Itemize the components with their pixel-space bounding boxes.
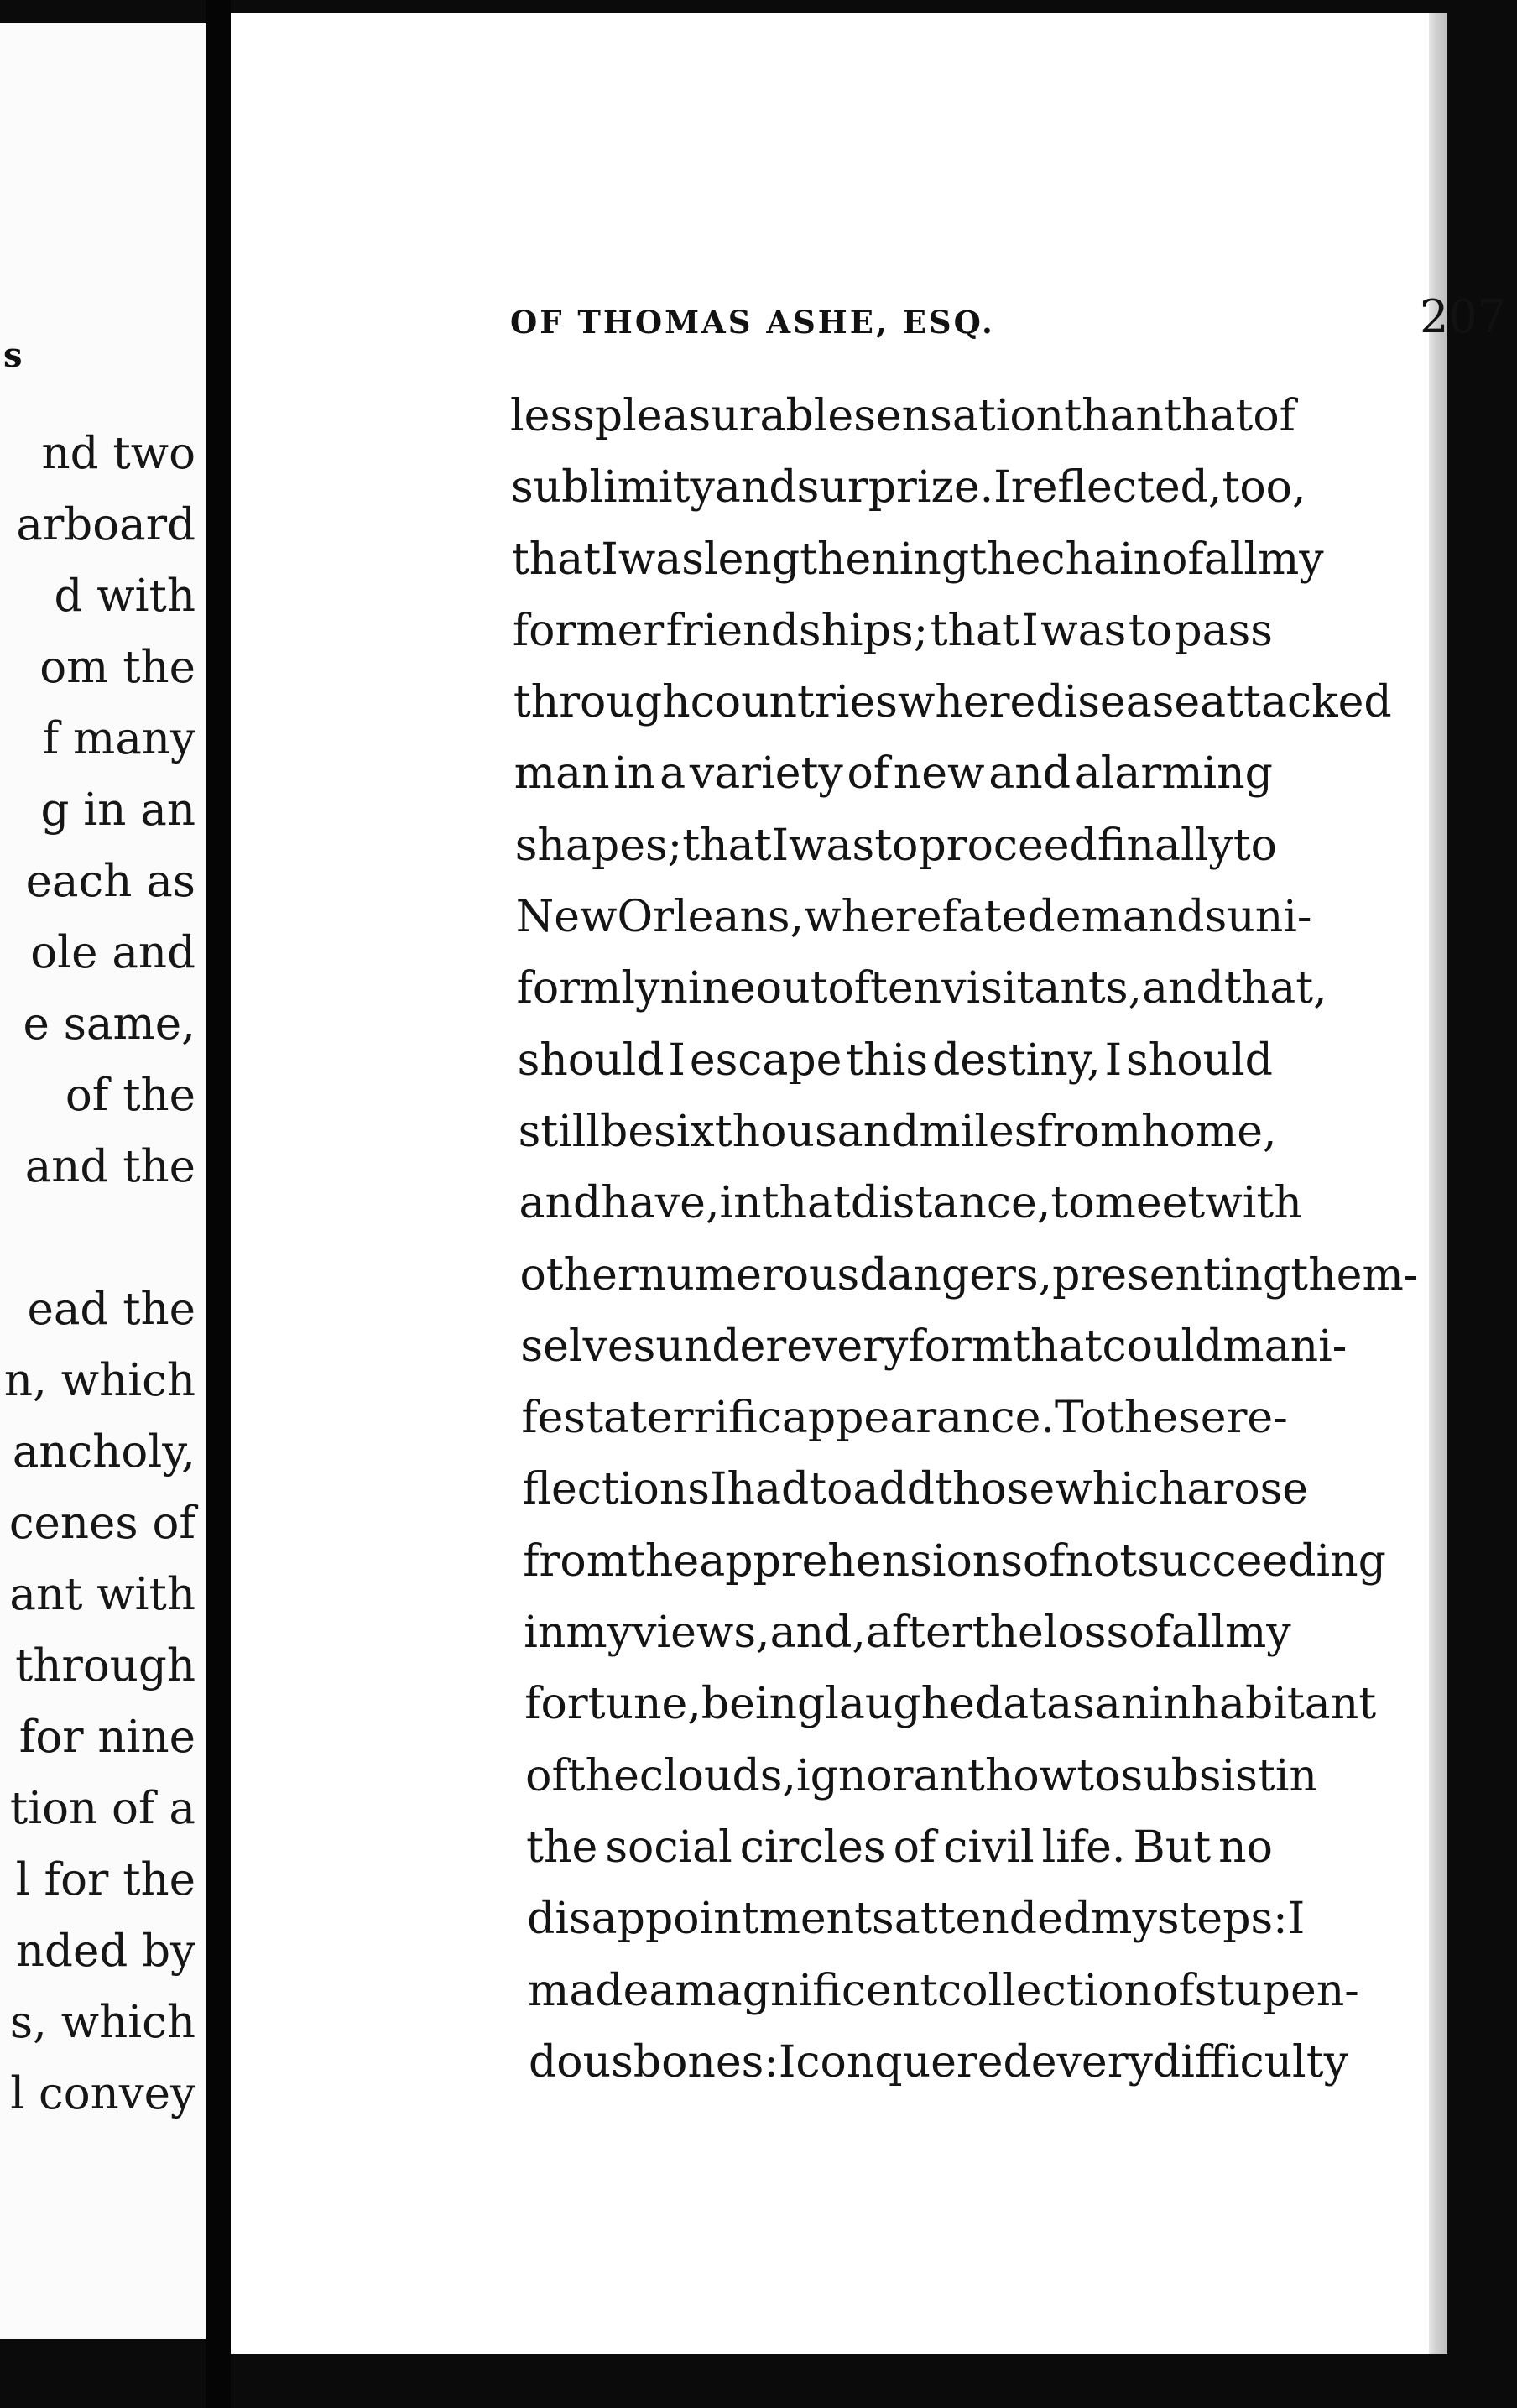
body-text-word: after (865, 1608, 972, 1659)
body-text-word: with (1205, 1178, 1302, 1229)
left-text-line: l for the (15, 1854, 195, 1905)
body-text-word: inhabitant (1149, 1679, 1377, 1730)
body-text-word: presenting (1052, 1249, 1291, 1300)
body-text-word: of (1022, 1535, 1066, 1587)
running-head (510, 290, 1517, 357)
body-text-word: destiny, (931, 1035, 1101, 1086)
left-page-stray-mark: s (3, 336, 23, 375)
body-text-word: man (513, 748, 610, 800)
body-text-word: no (1218, 1822, 1273, 1873)
body-text-word: of (525, 1750, 568, 1801)
body-text-word: my (1224, 1608, 1291, 1659)
body-text-line (519, 1168, 1302, 1239)
left-text-line: cenes of (8, 1498, 195, 1549)
body-text-line (516, 953, 1327, 1024)
body-text-word: conquered (795, 2036, 1031, 2087)
body-text-word: nine (659, 963, 756, 1014)
body-text-word: I (709, 1464, 727, 1515)
body-text-word: steps: (1156, 1894, 1288, 1945)
body-text-word: arose (1186, 1464, 1309, 1515)
body-text-word: former (512, 605, 665, 656)
body-text-word: in (613, 748, 656, 800)
body-text-word: home, (1141, 1106, 1277, 1157)
body-text-line (513, 596, 1273, 667)
body-text-word: succeeding (1137, 1535, 1386, 1587)
body-text-word: that (1164, 391, 1254, 441)
body-text-line (529, 2027, 1348, 2098)
body-text-word: friendships; (665, 605, 929, 656)
body-text-line (518, 1097, 1277, 1168)
left-page-text (4, 418, 195, 2129)
body-text-word: was (789, 820, 875, 871)
left-text-line: of the (65, 1070, 195, 1121)
left-text-line: g in an (40, 784, 195, 836)
body-text-word: an (1094, 1679, 1149, 1730)
left-text-line: s, which (9, 1997, 195, 2048)
body-text-word: of (1129, 1608, 1171, 1659)
body-text-word: of (893, 1822, 936, 1873)
body-text-word: where (804, 892, 942, 943)
body-text-line (511, 524, 1324, 596)
body-text-word: the (969, 534, 1041, 585)
body-text-word: was (618, 534, 704, 585)
body-text-word: from (523, 1535, 628, 1587)
right-page (231, 13, 1507, 2354)
body-text-word: them- (1290, 1249, 1419, 1300)
body-text-word: But (1133, 1822, 1212, 1873)
body-text-word: I (778, 2036, 796, 2087)
body-text-word: to (1128, 605, 1172, 656)
body-text-word: and (1142, 963, 1224, 1014)
body-text-word: a (603, 1393, 630, 1444)
left-text-line: l convey (10, 2068, 195, 2119)
body-text-line (526, 1812, 1273, 1884)
body-text-word: collection (937, 1965, 1153, 2016)
body-text-word: circles (739, 1822, 886, 1873)
body-text-word: re- (1226, 1393, 1288, 1444)
body-text-word: surprize. (796, 462, 994, 513)
body-text-word: sublimity (510, 462, 715, 513)
body-text-word: that (682, 820, 772, 871)
body-text-line (524, 1598, 1291, 1669)
body-text-word: terrific (629, 1393, 782, 1444)
body-text-word: lengthening (703, 534, 970, 585)
body-text-word: be (600, 1106, 654, 1157)
body-text-word: and (714, 462, 797, 513)
body-text-word: other (519, 1249, 639, 1300)
body-text-word: reflected, (1010, 462, 1222, 513)
body-text-word: the (567, 1750, 639, 1801)
body-text-word: appearance. (781, 1393, 1055, 1444)
body-text-word: difficulty (1152, 2036, 1348, 2087)
body-text-word: clouds, (639, 1750, 796, 1801)
body-text-word: to (809, 1464, 853, 1515)
body-text-word: bones: (633, 2036, 779, 2087)
body-text-line (520, 1311, 1348, 1383)
body-text-word: countries (690, 677, 898, 728)
page-edge-shadow (1429, 13, 1447, 2354)
body-text-word: miles (919, 1106, 1037, 1157)
left-text-line: and the (24, 1141, 195, 1192)
body-text-word: should (517, 1035, 665, 1086)
body-text-word: formly (516, 963, 660, 1014)
body-text-word: less (510, 391, 595, 441)
body-text-word: all (1203, 534, 1258, 585)
body-text-line (510, 381, 1295, 452)
body-text-word: not (1065, 1535, 1138, 1587)
body-text-word: every (1030, 2036, 1153, 2087)
body-text-word: civil (943, 1822, 1035, 1873)
body-text-word: loss (1043, 1608, 1129, 1659)
body-text-word: that (511, 534, 602, 585)
body-text-word: escape (689, 1035, 842, 1086)
body-text-word: that, (1223, 963, 1327, 1014)
body-text-word: that (930, 605, 1019, 656)
body-text-word: ignorant (795, 1750, 985, 1801)
body-text-word: made (528, 1965, 649, 2016)
body-text-word: had (727, 1464, 810, 1515)
body-text-word: life. (1041, 1822, 1126, 1873)
body-text-word: a (659, 748, 686, 800)
body-text-word: a (649, 1965, 675, 2016)
body-text-word: apprehensions (699, 1535, 1023, 1587)
body-text-word: pass (1174, 605, 1273, 656)
body-text-word: shapes; (514, 820, 683, 871)
body-text-word: New (515, 892, 618, 943)
body-text-word: ten (870, 963, 942, 1014)
body-text-word: subsist (1120, 1750, 1275, 1801)
body-text-word: under (655, 1321, 787, 1372)
body-text-word: uni- (1227, 892, 1312, 943)
body-text-line (528, 1956, 1359, 2027)
body-text-word: stupen- (1194, 1965, 1359, 2016)
body-text-word: I (1104, 1035, 1123, 1086)
left-text-line: ant with (9, 1569, 195, 1620)
body-text-word: to (874, 820, 919, 871)
body-text-line (527, 1884, 1306, 1955)
body-text-word: six (654, 1106, 715, 1157)
body-text-word: distance, (850, 1178, 1051, 1229)
body-text-word: I (1021, 605, 1039, 656)
body-text-word: should (1126, 1035, 1273, 1086)
body-text-word: of (1161, 534, 1204, 585)
body-text-word: sensation (853, 391, 1065, 441)
body-text-word: flections (522, 1464, 710, 1515)
body-text-word: too, (1222, 462, 1306, 513)
body-text-word: fate (941, 892, 1028, 943)
body-text-word: of (827, 963, 871, 1014)
left-text-line: n, which (3, 1355, 195, 1406)
left-text-line: tion of a (9, 1783, 195, 1834)
body-text-word: social (605, 1822, 732, 1873)
body-text-word: those (935, 1464, 1056, 1515)
body-text-word: my (1257, 534, 1324, 585)
body-text-line (510, 452, 1306, 524)
body-text-word: in (1275, 1750, 1317, 1801)
body-text-word: in (719, 1178, 762, 1229)
body-text-word: through (513, 677, 691, 728)
body-text-word: being (701, 1679, 826, 1730)
left-text-line: ancholy, (12, 1426, 195, 1478)
body-text-word: and (519, 1178, 602, 1229)
body-text-word: to (1076, 1750, 1121, 1801)
body-text-word: I (771, 820, 790, 871)
body-text-line (523, 1526, 1386, 1598)
body-text-word: form (908, 1321, 1014, 1372)
body-text-line (513, 667, 1392, 738)
body-text-word: To (1054, 1393, 1107, 1444)
body-text-word: proceed (918, 820, 1097, 871)
left-page-fragment (0, 23, 206, 2339)
body-text-word: at (1003, 1679, 1047, 1730)
body-text-word: I (668, 1035, 686, 1086)
body-text-line (525, 1741, 1317, 1812)
body-text-word: laughed (825, 1679, 1004, 1730)
body-text-word: how (984, 1750, 1077, 1801)
page-number: 207 (1420, 290, 1507, 343)
body-text-word: could (1102, 1321, 1223, 1372)
body-text-word: these (1106, 1393, 1227, 1444)
body-text-word: the (526, 1822, 598, 1873)
body-text-line (524, 1669, 1377, 1740)
left-text-line: for nine (18, 1712, 195, 1763)
left-text-line: e same, (23, 998, 195, 1050)
body-text-word: add (852, 1464, 936, 1515)
body-text-word: have, (601, 1178, 720, 1229)
body-text-word: pleasurable (594, 391, 854, 441)
body-text-line (519, 1240, 1419, 1311)
body-text-word: out (755, 963, 828, 1014)
page-body-text (231, 381, 1419, 2098)
left-text-line: through (15, 1640, 195, 1691)
body-text-word: thousand (714, 1106, 920, 1157)
body-text-word: I (601, 534, 618, 585)
body-text-word: demands (1027, 892, 1228, 943)
body-text-word: mani- (1222, 1321, 1348, 1372)
body-text-word: than (1064, 391, 1165, 441)
body-text-word: this (846, 1035, 929, 1086)
body-text-word: to (1233, 820, 1277, 871)
body-text-word: from (1036, 1106, 1142, 1157)
body-text-line (521, 1383, 1288, 1454)
body-text-word: of (847, 748, 890, 800)
body-text-word: the (628, 1535, 700, 1587)
left-text-line: f many (42, 713, 195, 764)
left-text-line: ole and (30, 927, 195, 978)
body-text-word: alarming (1074, 748, 1273, 800)
body-text-word: disappointments (527, 1894, 894, 1945)
body-text-word: as (1046, 1679, 1095, 1730)
body-text-word: dous (529, 2036, 633, 2087)
body-text-word: Orleans, (617, 892, 805, 943)
body-text-word: my (566, 1608, 633, 1659)
body-text-word: that (1013, 1321, 1103, 1372)
book-gutter (206, 0, 231, 2408)
body-text-line (522, 1454, 1309, 1525)
left-text-line: d with (54, 571, 195, 622)
running-head-title: OF THOMAS ASHE, ESQ. (510, 304, 995, 341)
left-text-line: arboard (16, 499, 195, 550)
body-text-word: chain (1040, 534, 1162, 585)
body-text-word: selves (520, 1321, 656, 1372)
left-text-gap (4, 1202, 195, 1274)
body-text-line (514, 810, 1277, 882)
left-text-line: om the (39, 642, 195, 693)
body-text-word: every (786, 1321, 909, 1372)
body-text-word: dangers, (859, 1249, 1053, 1300)
body-text-word: magnificent (675, 1965, 938, 2016)
body-text-word: I (1287, 1894, 1306, 1945)
body-text-line (515, 882, 1312, 953)
left-text-line: ead the (27, 1284, 195, 1335)
body-text-line (518, 1025, 1273, 1097)
body-text-word: which (1055, 1464, 1187, 1515)
body-text-word: all (1170, 1608, 1225, 1659)
body-text-word: meet (1094, 1178, 1206, 1229)
body-text-word: where (897, 677, 1036, 728)
body-text-line (514, 738, 1273, 810)
body-text-word: fortune, (524, 1679, 701, 1730)
body-text-word: fest (521, 1393, 603, 1444)
body-text-word: new (893, 748, 985, 800)
body-text-word: of (1253, 391, 1295, 441)
body-text-word: that (761, 1178, 851, 1229)
body-text-word: visitants, (941, 963, 1143, 1014)
body-text-word: attacked (1200, 677, 1392, 728)
left-text-line: nded by (15, 1926, 195, 1977)
body-text-word: attended (894, 1894, 1092, 1945)
body-text-word: and (988, 748, 1071, 800)
body-text-word: my (1091, 1894, 1157, 1945)
body-text-word: variety (689, 748, 843, 800)
body-text-word: still (518, 1106, 601, 1157)
body-text-word: in (524, 1608, 566, 1659)
left-text-line: nd two (41, 428, 195, 479)
body-text-word: the (972, 1608, 1044, 1659)
body-text-word: numerous (638, 1249, 860, 1300)
body-text-word: was (1040, 605, 1127, 656)
body-text-word: to (1050, 1178, 1095, 1229)
body-text-word: of (1152, 1965, 1195, 2016)
body-text-word: finally (1097, 820, 1233, 871)
body-text-word: disease (1035, 677, 1201, 728)
body-text-word: I (993, 462, 1011, 513)
body-text-word: views, (632, 1608, 770, 1659)
body-text-word: and, (769, 1608, 866, 1659)
left-text-line: each as (25, 856, 195, 907)
